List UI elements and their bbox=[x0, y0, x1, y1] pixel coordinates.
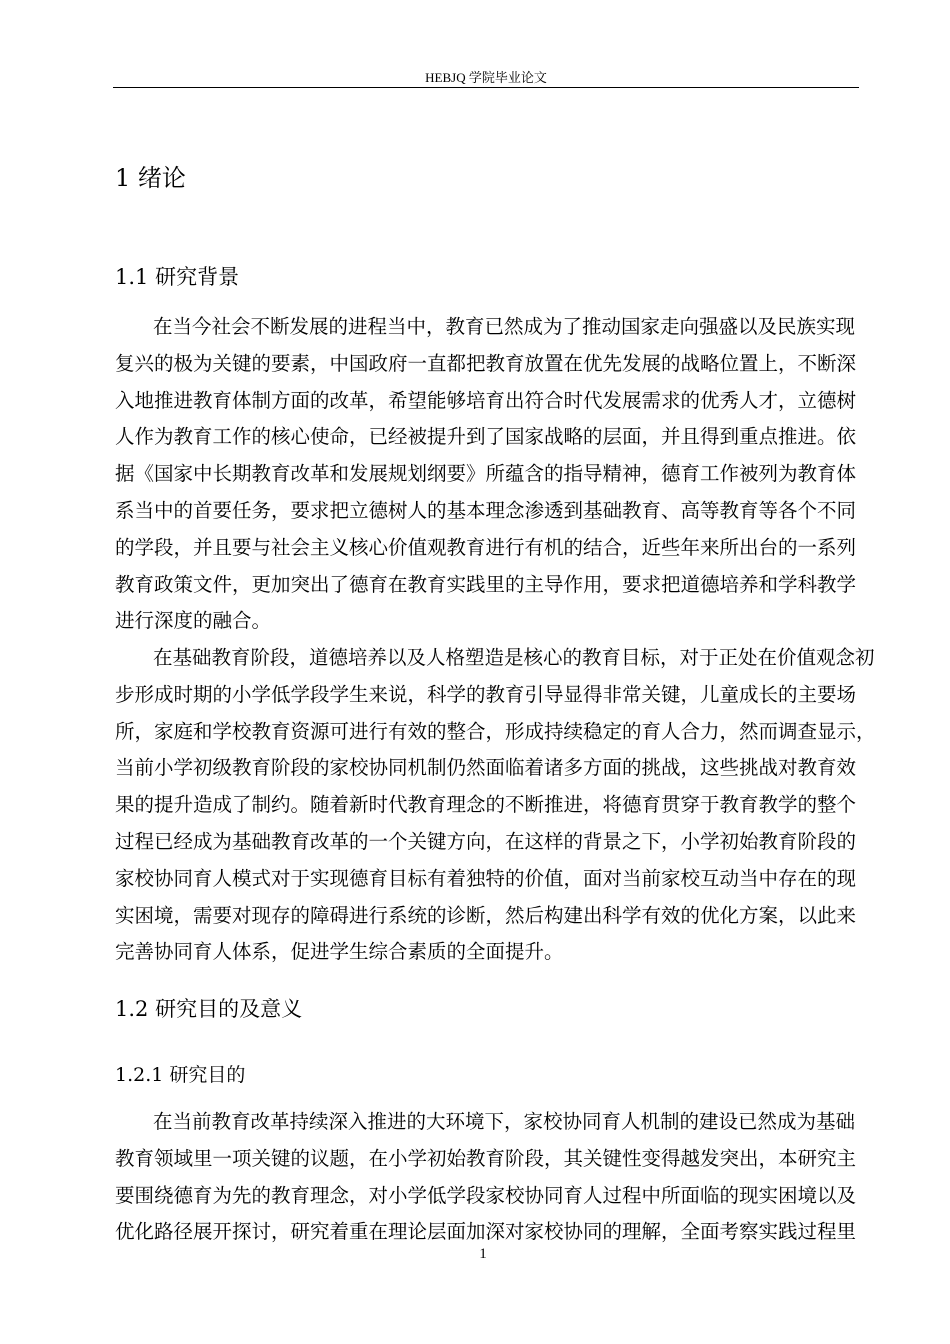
text-line: 人作为教育工作的核心使命，已经被提升到了国家战略的层面，并且得到重点推进。依 bbox=[115, 425, 857, 449]
text-line: 完善协同育人体系，促进学生综合素质的全面提升。 bbox=[115, 940, 564, 964]
text-line: 据《国家中长期教育改革和发展规划纲要》所蕴含的指导精神，德育工作被列为教育体 bbox=[115, 462, 857, 486]
chapter-title: 1 绪论 bbox=[115, 164, 186, 192]
text-line: 步形成时期的小学低学段学生来说，科学的教育引导显得非常关键，儿童成长的主要场 bbox=[115, 682, 857, 706]
section-title-1-2: 1.2 研究目的及意义 bbox=[115, 997, 303, 1021]
text-line: 在当今社会不断发展的进程当中，教育已然成为了推动国家走向强盛以及民族实现 bbox=[153, 315, 856, 338]
text-line: 系当中的首要任务，要求把立德树人的基本理念渗透到基础教育、高等教育等各个不同 bbox=[115, 498, 857, 522]
text-line: 要围绕德育为先的教育理念，对小学低学段家校协同育人过程中所面临的现实困境以及 bbox=[115, 1183, 857, 1207]
text-line: 家校协同育人模式对于实现德育目标有着独特的价值，面对当前家校互动当中存在的现 bbox=[115, 866, 857, 890]
text-line: 过程已经成为基础教育改革的一个关键方向，在这样的背景之下，小学初始教育阶段的 bbox=[115, 829, 857, 853]
text-line: 教育领域里一项关键的议题，在小学初始教育阶段，其关键性变得越发突出，本研究主 bbox=[115, 1146, 857, 1170]
paragraph bbox=[115, 640, 876, 971]
text-line: 教育政策文件，更加突出了德育在教育实践里的主导作用，要求把道德培养和学科教学 bbox=[115, 572, 857, 596]
text-line: 果的提升造成了制约。随着新时代教育理念的不断推进，将德育贯穿于教育教学的整个 bbox=[115, 793, 857, 817]
text-line: 当前小学初级教育阶段的家校协同机制仍然面临着诸多方面的挑战，这些挑战对教育效 bbox=[115, 756, 857, 780]
paragraph bbox=[115, 1104, 857, 1251]
text-line: 复兴的极为关键的要素，中国政府一直都把教育放置在优先发展的战略位置上，不断深 bbox=[115, 351, 857, 375]
text-line: 所，家庭和学校教育资源可进行有效的整合，形成持续稳定的育人合力，然而调查显示， bbox=[115, 719, 876, 743]
text-line: 优化路径展开探讨，研究着重在理论层面加深对家校协同的理解，全面考察实践过程里 bbox=[115, 1220, 857, 1244]
text-line: 入地推进教育体制方面的改革，希望能够培育出符合时代发展需求的优秀人才，立德树 bbox=[115, 388, 857, 412]
page-number: 1 bbox=[479, 1246, 487, 1262]
paragraph bbox=[115, 309, 857, 640]
section-title-1-2-1: 1.2.1 研究目的 bbox=[115, 1064, 246, 1086]
text-line: 进行深度的融合。 bbox=[115, 609, 272, 633]
text-line: 的学段，并且要与社会主义核心价值观教育进行有机的结合，近些年来所出台的一系列 bbox=[115, 535, 857, 559]
text-line: 在基础教育阶段，道德培养以及人格塑造是核心的教育目标，对于正处在价值观念初 bbox=[153, 646, 875, 669]
text-line: 实困境，需要对现存的障碍进行系统的诊断，然后构建出科学有效的优化方案，以此来 bbox=[115, 903, 857, 927]
section-title-1-1: 1.1 研究背景 bbox=[115, 265, 240, 289]
header-divider bbox=[113, 87, 859, 88]
text-line: 在当前教育改革持续深入推进的大环境下，家校协同育人机制的建设已然成为基础 bbox=[153, 1110, 856, 1133]
running-header: HEBJQ 学院毕业论文 bbox=[425, 70, 547, 85]
